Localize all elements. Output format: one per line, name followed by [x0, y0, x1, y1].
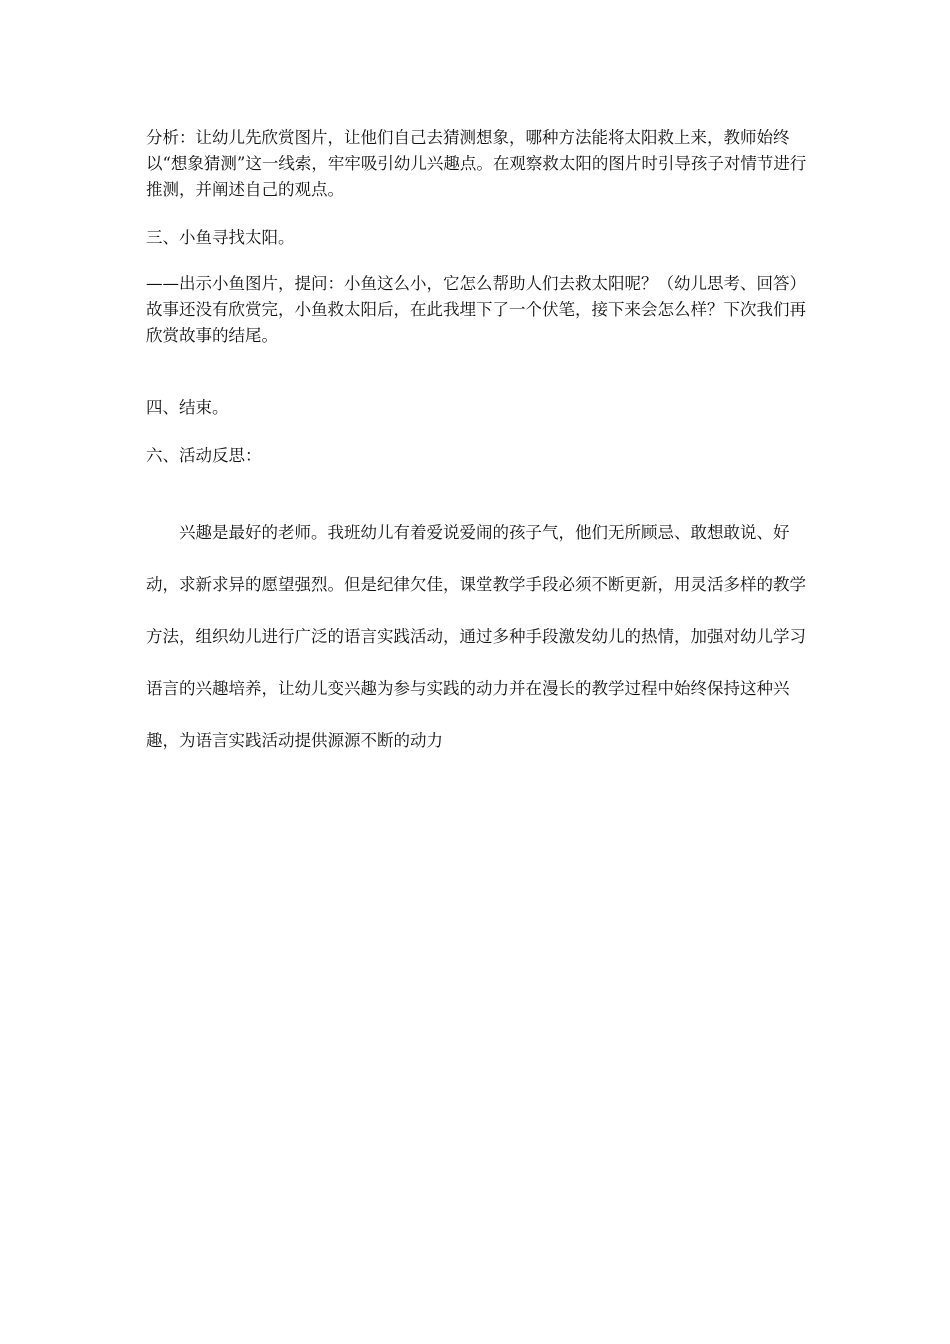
question-paragraph: ——出示小鱼图片，提问：小鱼这么小，它怎么帮助人们去救太阳呢？（幼儿思考、回答） [146, 274, 806, 293]
section-heading-six: 六、活动反思： [146, 446, 262, 465]
document-body [146, 125, 816, 767]
story-paragraph: 故事还没有欣赏完，小鱼救太阳后，在此我埋下了一个伏笔，接下来会怎么样？下次我们再欣赏故事的结尾。 [146, 300, 806, 345]
reflection-paragraph: 兴趣是最好的老师。我班幼儿有着爱说爱闹的孩子气，他们无所顾忌、敢想敢说、好动，求新求异的愿望强烈。但是纪律欠佳，课堂教学手段必须不断更新，用灵活多样的教学方法，组织幼儿进行广泛的语言实践活动，通过多种手段激发幼儿的热情，加强对幼儿学习语言的兴趣培养，让幼儿变兴趣为参与实践的动力并在漫长的教学过程中始终保持这种兴趣，为语言实践活动提供源源不断的动力 [146, 523, 806, 750]
section-heading-three: 三、小鱼寻找太阳。 [146, 228, 295, 247]
section-heading-four: 四、结束。 [146, 398, 229, 417]
analysis-paragraph: 分析：让幼儿先欣赏图片，让他们自己去猜测想象，哪种方法能将太阳救上来，教师始终以“想象猜测”这一线索，牢牢吸引幼儿兴趣点。在观察救太阳的图片时引导孩子对情节进行推测，并阐述自己的观点。 [146, 128, 807, 199]
